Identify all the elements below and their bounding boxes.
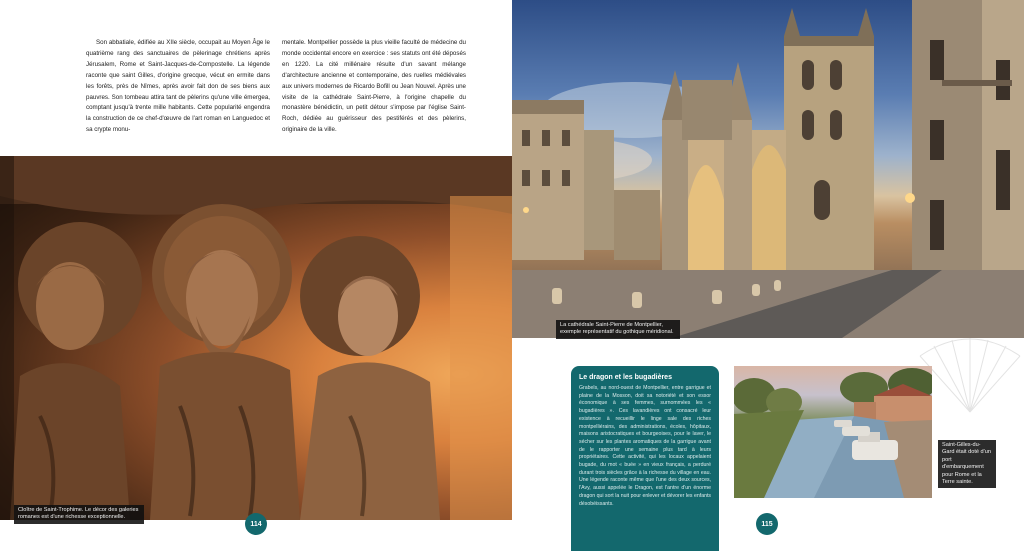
cathedral-caption: La cathédrale Saint-Pierre de Montpellier, exemple représentatif du gothique méridional. bbox=[556, 320, 680, 339]
canal-photo bbox=[734, 366, 932, 498]
canal-caption: Saint-Gilles-du-Gard était doté d'un port d'embarquement pour Rome et la Terre sainte. bbox=[938, 440, 996, 488]
sculpture-photo bbox=[0, 156, 512, 520]
sidebar-box bbox=[571, 366, 719, 551]
page-number: 114 bbox=[245, 513, 267, 535]
body-text-column-2: mentale. Montpellier possède la plus vieille faculté de médecine du monde occidental encore en exercice : ses statuts ont été déposés en 1220. La cité millénaire résulte d'un savant mélange d'architecture ancienne et contemporaine, des ruelles médiévales aux univers modernes de Ricardo Bofill ou Jean Nouvel. Après une visite de la cathédrale Saint-Pierre, à l'origine chapelle du monastère bénédictin, un petit détour s'impose par l'église Saint-Roch, dédiée au guérisseur des pestiférés et des pèlerins, originaire de la ville. bbox=[282, 39, 466, 134]
page-number: 115 bbox=[756, 513, 778, 535]
sidebar-body: Grabels, au nord-ouest de Montpellier, entre garrigue et plaine de la Mosson, doit sa notoriété et son essor économique à ses femmes, surnommées les « bugadières ». Ces lavandières ont consacré leur existence à recueillir le linge sale des riches montpelliérains, des administrations, écoles, hôpitaux, maisons aristocratiques et bourgeoises, pour le laver, le sécher sur les plantes aromatiques de la garrigue avant de le rapporter une semaine plus tard à leurs propriétaires. Cette activité, qui les locaux appelaient bugade, du mot « buée » en vieux français, a perduré durant trois siècles grâce à la richesse du village en eau. Une légende raconte même que l'une des deux sources, l'Avy, aussi appelée le Dragon, est l'antre d'un énorme dragon qui sort la nuit pour enlever et dévorer les enfants désobéissants. bbox=[579, 385, 711, 507]
sidebar-title: Le dragon et les bugadières bbox=[579, 374, 672, 381]
cathedral-photo bbox=[512, 0, 1024, 338]
right-page bbox=[512, 0, 1024, 551]
shell-decoration bbox=[916, 336, 1024, 416]
sculpture-caption: Cloître de Saint-Trophime. Le décor des galeries romanes est d'une richesse exceptionnelle. bbox=[14, 505, 144, 524]
body-text-column-1: Son abbatiale, édifiée au XIIe siècle, occupait au Moyen Âge le quatrième rang des sanctuaires de pèlerinage chrétiens après Jérusalem, Rome et Saint-Jacques-de-Compostelle. La légende raconte que saint Gilles, d'origine grecque, vécut en ermite dans les forêts, près de Nîmes, après avoir fait don de ses biens aux pauvres. Son tombeau attira tant de pèlerins qu'une ville émergea, comptant jusqu'à trente mille habitants. Cette popularité engendra la construction de ce chef-d'œuvre de l'art roman en Languedoc et sa crypte monu- bbox=[86, 39, 270, 134]
